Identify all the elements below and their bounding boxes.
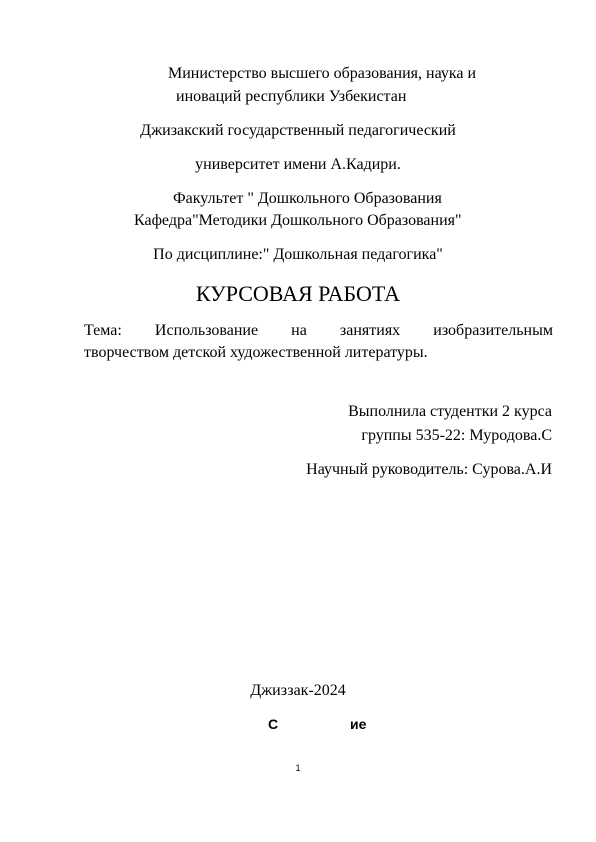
next-heading-fragment-left: С — [268, 716, 279, 732]
topic-word: на — [291, 322, 307, 339]
topic-word: занятиях — [339, 322, 401, 339]
page-number: 1 — [295, 763, 301, 773]
ministry-line-1: Министерство высшего образования, наука и — [168, 65, 477, 82]
topic-line-1 — [84, 320, 553, 342]
topic-word: Использование — [154, 322, 259, 339]
topic-word: изобразительным — [433, 322, 553, 339]
university-line-1: Джизакский государственный педагогический — [140, 122, 456, 139]
department-line: Кафедра"Методики Дошкольного Образования" — [134, 212, 462, 229]
topic-paragraph — [84, 320, 553, 364]
university-line-2: университет имени А.Кадири. — [195, 156, 401, 173]
supervisor-line: Научный руководитель: Сурова.А.И — [306, 461, 552, 478]
work-type-title: КУРСОВАЯ РАБОТА — [195, 281, 401, 306]
discipline-line: По дисциплине:" Дошкольная педагогика" — [153, 246, 443, 263]
author-line-1: Выполнила студентки 2 курса — [348, 403, 552, 420]
author-line-2: группы 535-22: Муродова.С — [361, 427, 552, 444]
topic-label: Тема: — [84, 322, 122, 339]
ministry-line-2: иноваций республики Узбекистан — [176, 88, 407, 105]
next-heading-fragment-right: ие — [350, 716, 367, 732]
city-year: Джиззак-2024 — [250, 682, 346, 699]
faculty-line: Факультет " Дошкольного Образования — [173, 190, 442, 207]
topic-line-2: творчеством детской художественной литературы. — [84, 344, 428, 361]
